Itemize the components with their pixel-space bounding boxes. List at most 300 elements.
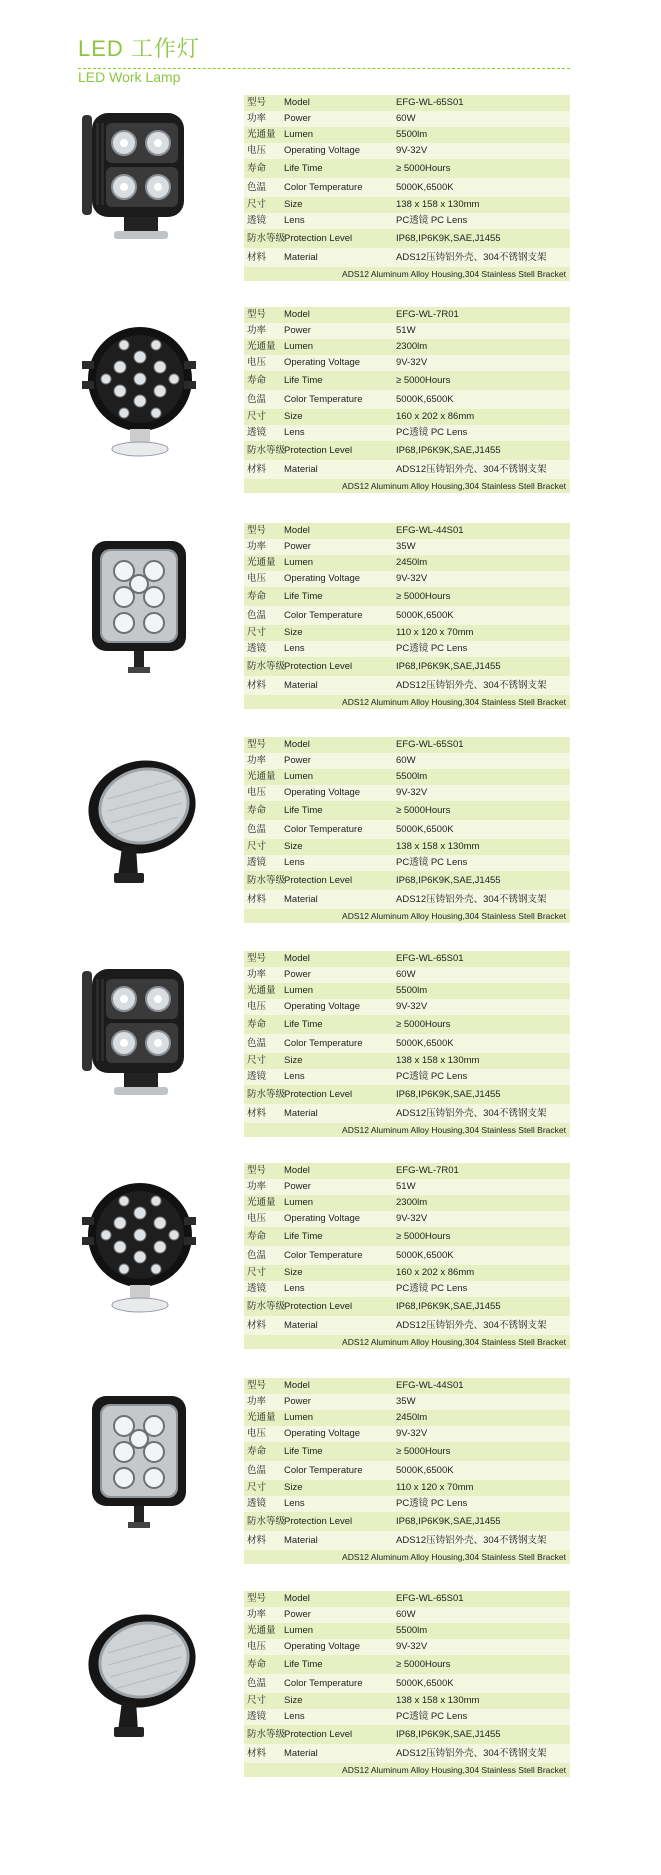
spec-label-cn: 尺寸 xyxy=(247,841,267,852)
spec-value: 160 x 202 x 86mm xyxy=(396,411,475,422)
spec-label-en: Lumen xyxy=(284,985,314,996)
spec-value: ADS12压铸铝外壳、304不锈钢支架 xyxy=(396,1320,547,1331)
spec-value: PC透镜 PC Lens xyxy=(396,1711,468,1722)
spec-label-cn: 材料 xyxy=(247,464,267,475)
spec-row-color-temp xyxy=(244,1034,570,1053)
spec-row-model xyxy=(244,1163,570,1179)
spec-table xyxy=(244,95,570,281)
spec-label-cn: 电压 xyxy=(247,573,267,584)
spec-label-en: Lumen xyxy=(284,1412,314,1423)
spec-label-cn: 型号 xyxy=(247,953,267,964)
spec-label-en: Size xyxy=(284,1055,303,1066)
spec-value: IP68,IP6K9K,SAE,J1455 xyxy=(396,445,501,456)
spec-row-life xyxy=(244,371,570,390)
spec-row-power xyxy=(244,111,570,127)
spec-label-cn: 寿命 xyxy=(247,1659,267,1670)
spec-label-cn: 尺寸 xyxy=(247,1055,267,1066)
spec-value: 138 x 158 x 130mm xyxy=(396,1055,480,1066)
spec-value: IP68,IP6K9K,SAE,J1455 xyxy=(396,1089,501,1100)
spec-label-cn: 色温 xyxy=(247,1678,267,1689)
spec-value: IP68,IP6K9K,SAE,J1455 xyxy=(396,875,501,886)
spec-table xyxy=(244,1591,570,1777)
spec-row-color-temp xyxy=(244,390,570,409)
spec-label-en: Protection Level xyxy=(284,233,353,244)
spec-label-en: Material xyxy=(284,1748,318,1759)
spec-label-en: Power xyxy=(284,113,311,124)
spec-row-voltage xyxy=(244,1211,570,1227)
round-13-led-lamp-icon xyxy=(78,321,198,461)
spec-row-lumen xyxy=(244,983,570,999)
spec-table xyxy=(244,737,570,923)
spec-value: IP68,IP6K9K,SAE,J1455 xyxy=(396,1729,501,1740)
spec-row-life xyxy=(244,587,570,606)
spec-value: EFG-WL-65S01 xyxy=(396,739,464,750)
spec-value: EFG-WL-65S01 xyxy=(396,1593,464,1604)
spec-label-cn: 透镜 xyxy=(247,857,267,868)
spec-label-cn: 材料 xyxy=(247,1320,267,1331)
header-divider xyxy=(78,68,570,69)
spec-label-en: Lumen xyxy=(284,1625,314,1636)
spec-label-en: Operating Voltage xyxy=(284,357,361,368)
spec-label-cn: 寿命 xyxy=(247,1446,267,1457)
oval-lamp-icon xyxy=(78,751,198,891)
spec-row-power xyxy=(244,1607,570,1623)
spec-label-cn: 寿命 xyxy=(247,1019,267,1030)
spec-value: ADS12压铸铝外壳、304不锈钢支架 xyxy=(396,1535,547,1546)
spec-value: PC透镜 PC Lens xyxy=(396,1283,468,1294)
spec-row-power xyxy=(244,1394,570,1410)
spec-label-en: Operating Voltage xyxy=(284,1001,361,1012)
square-4-led-lamp-icon xyxy=(78,109,198,249)
spec-row-life xyxy=(244,159,570,178)
spec-label-en: Life Time xyxy=(284,163,323,174)
spec-table xyxy=(244,1163,570,1349)
spec-row-color-temp xyxy=(244,1674,570,1693)
spec-label-cn: 防水等级 xyxy=(247,445,286,456)
spec-value: PC透镜 PC Lens xyxy=(396,1498,468,1509)
spec-label-en: Operating Voltage xyxy=(284,787,361,798)
spec-row-size xyxy=(244,625,570,641)
spec-label-en: Lens xyxy=(284,1498,305,1509)
spec-value: PC透镜 PC Lens xyxy=(396,857,468,868)
page-header xyxy=(78,36,570,86)
spec-row-power xyxy=(244,323,570,339)
spec-label-cn: 光通量 xyxy=(247,771,276,782)
spec-label-cn: 功率 xyxy=(247,1396,267,1407)
spec-label-en: Lens xyxy=(284,1071,305,1082)
spec-label-en: Lumen xyxy=(284,1197,314,1208)
spec-row-lumen xyxy=(244,1623,570,1639)
spec-value: IP68,IP6K9K,SAE,J1455 xyxy=(396,233,501,244)
spec-row-life xyxy=(244,1015,570,1034)
spec-value: EFG-WL-7R01 xyxy=(396,1165,459,1176)
spec-row-size xyxy=(244,839,570,855)
product-block xyxy=(0,95,661,279)
spec-row-lens xyxy=(244,641,570,657)
spec-label-en: Power xyxy=(284,1609,311,1620)
spec-label-cn: 透镜 xyxy=(247,427,267,438)
product-block xyxy=(0,523,661,707)
spec-row-model xyxy=(244,307,570,323)
spec-row-lumen xyxy=(244,127,570,143)
spec-label-cn: 功率 xyxy=(247,113,267,124)
spec-value: 51W xyxy=(396,325,416,336)
spec-row-color-temp xyxy=(244,178,570,197)
spec-value: 5000K,6500K xyxy=(396,182,454,193)
spec-label-en: Operating Voltage xyxy=(284,1213,361,1224)
spec-value: 60W xyxy=(396,969,416,980)
spec-label-en: Protection Level xyxy=(284,1301,353,1312)
spec-label-cn: 光通量 xyxy=(247,1625,276,1636)
spec-value: 5000K,6500K xyxy=(396,1250,454,1261)
spec-row-protection xyxy=(244,1725,570,1744)
spec-label-en: Protection Level xyxy=(284,1729,353,1740)
spec-row-color-temp xyxy=(244,1461,570,1480)
spec-row-voltage xyxy=(244,571,570,587)
spec-row-protection xyxy=(244,657,570,676)
spec-row-lumen xyxy=(244,339,570,355)
spec-row-material xyxy=(244,890,570,909)
spec-label-cn: 材料 xyxy=(247,680,267,691)
spec-label-en: Lens xyxy=(284,215,305,226)
spec-row-material xyxy=(244,460,570,479)
spec-value: 2300lm xyxy=(396,1197,428,1208)
spec-row-size xyxy=(244,1693,570,1709)
spec-label-en: Lens xyxy=(284,1283,305,1294)
spec-row-model xyxy=(244,737,570,753)
spec-label-cn: 防水等级 xyxy=(247,1516,286,1527)
spec-label-en: Model xyxy=(284,525,310,536)
spec-label-en: Life Time xyxy=(284,375,323,386)
spec-label-en: Protection Level xyxy=(284,661,353,672)
spec-label-en: Color Temperature xyxy=(284,610,363,621)
spec-value: 9V-32V xyxy=(396,1428,428,1439)
spec-label-cn: 色温 xyxy=(247,1465,267,1476)
spec-row-protection xyxy=(244,441,570,460)
spec-row-material xyxy=(244,1531,570,1550)
spec-label-cn: 材料 xyxy=(247,1108,267,1119)
product-block xyxy=(0,307,661,491)
spec-value: 60W xyxy=(396,755,416,766)
spec-label-en: Life Time xyxy=(284,591,323,602)
spec-value: 9V-32V xyxy=(396,787,428,798)
spec-value: 60W xyxy=(396,113,416,124)
spec-label-cn: 尺寸 xyxy=(247,627,267,638)
spec-label-en: Material xyxy=(284,1320,318,1331)
spec-table xyxy=(244,523,570,709)
spec-label-en: Power xyxy=(284,969,311,980)
spec-label-en: Color Temperature xyxy=(284,824,363,835)
spec-label-en: Lumen xyxy=(284,771,314,782)
spec-label-cn: 电压 xyxy=(247,1213,267,1224)
spec-label-en: Power xyxy=(284,325,311,336)
spec-material-en: ADS12 Aluminum Alloy Housing,304 Stainless Stell Bracket xyxy=(244,695,570,709)
spec-label-cn: 防水等级 xyxy=(247,233,286,244)
spec-value: 110 x 120 x 70mm xyxy=(396,627,474,638)
square-7-led-lamp-icon xyxy=(78,1392,198,1532)
spec-label-cn: 寿命 xyxy=(247,591,267,602)
spec-row-lens xyxy=(244,855,570,871)
spec-value: 9V-32V xyxy=(396,357,428,368)
spec-value: PC透镜 PC Lens xyxy=(396,1071,468,1082)
spec-row-voltage xyxy=(244,1426,570,1442)
spec-value: 9V-32V xyxy=(396,1641,428,1652)
spec-label-en: Operating Voltage xyxy=(284,1428,361,1439)
spec-label-cn: 防水等级 xyxy=(247,661,286,672)
spec-value: 5500lm xyxy=(396,771,428,782)
spec-material-en: ADS12 Aluminum Alloy Housing,304 Stainless Stell Bracket xyxy=(244,1763,570,1777)
spec-label-cn: 色温 xyxy=(247,824,267,835)
spec-label-en: Material xyxy=(284,680,318,691)
product-block xyxy=(0,1378,661,1562)
spec-label-cn: 材料 xyxy=(247,1535,267,1546)
spec-row-lens xyxy=(244,1496,570,1512)
spec-label-cn: 寿命 xyxy=(247,805,267,816)
page-title: LED 工作灯 xyxy=(78,36,200,61)
spec-row-color-temp xyxy=(244,1246,570,1265)
spec-row-material xyxy=(244,676,570,695)
spec-label-en: Lumen xyxy=(284,557,314,568)
product-block xyxy=(0,737,661,921)
spec-label-cn: 透镜 xyxy=(247,1498,267,1509)
spec-label-en: Operating Voltage xyxy=(284,1641,361,1652)
spec-label-en: Model xyxy=(284,739,310,750)
spec-label-en: Protection Level xyxy=(284,1089,353,1100)
spec-row-protection xyxy=(244,1297,570,1316)
spec-row-size xyxy=(244,1480,570,1496)
spec-label-en: Color Temperature xyxy=(284,1250,363,1261)
round-13-led-lamp-icon xyxy=(78,1177,198,1317)
spec-label-en: Color Temperature xyxy=(284,182,363,193)
spec-material-en: ADS12 Aluminum Alloy Housing,304 Stainless Stell Bracket xyxy=(244,909,570,923)
spec-row-lumen xyxy=(244,769,570,785)
spec-row-model xyxy=(244,1378,570,1394)
product-block xyxy=(0,951,661,1135)
spec-row-color-temp xyxy=(244,606,570,625)
spec-label-cn: 材料 xyxy=(247,894,267,905)
spec-label-cn: 光通量 xyxy=(247,1197,276,1208)
spec-material-en: ADS12 Aluminum Alloy Housing,304 Stainless Stell Bracket xyxy=(244,1123,570,1137)
spec-row-size xyxy=(244,1265,570,1281)
page-subtitle: LED Work Lamp xyxy=(78,69,181,85)
spec-label-cn: 尺寸 xyxy=(247,1482,267,1493)
spec-label-cn: 电压 xyxy=(247,357,267,368)
square-7-led-lamp-icon xyxy=(78,537,198,677)
spec-label-cn: 寿命 xyxy=(247,375,267,386)
spec-label-cn: 色温 xyxy=(247,182,267,193)
spec-value: ≥ 5000Hours xyxy=(396,591,451,602)
spec-value: 2450lm xyxy=(396,1412,428,1423)
spec-value: EFG-WL-44S01 xyxy=(396,1380,464,1391)
spec-label-en: Life Time xyxy=(284,1446,323,1457)
spec-label-en: Model xyxy=(284,97,310,108)
spec-label-cn: 型号 xyxy=(247,1593,267,1604)
spec-label-en: Lens xyxy=(284,643,305,654)
spec-row-model xyxy=(244,1591,570,1607)
spec-value: 2450lm xyxy=(396,557,428,568)
spec-label-cn: 功率 xyxy=(247,541,267,552)
spec-value: 2300lm xyxy=(396,341,428,352)
spec-label-cn: 色温 xyxy=(247,1250,267,1261)
spec-label-cn: 功率 xyxy=(247,755,267,766)
spec-label-cn: 寿命 xyxy=(247,1231,267,1242)
spec-label-cn: 防水等级 xyxy=(247,1089,286,1100)
spec-row-protection xyxy=(244,1512,570,1531)
spec-label-en: Lens xyxy=(284,427,305,438)
spec-label-cn: 功率 xyxy=(247,1609,267,1620)
spec-label-en: Size xyxy=(284,1482,303,1493)
product-block xyxy=(0,1163,661,1347)
spec-label-en: Power xyxy=(284,755,311,766)
spec-label-en: Protection Level xyxy=(284,445,353,456)
spec-value: PC透镜 PC Lens xyxy=(396,643,468,654)
spec-label-cn: 材料 xyxy=(247,1748,267,1759)
spec-table xyxy=(244,1378,570,1564)
spec-label-en: Lumen xyxy=(284,129,314,140)
spec-label-en: Material xyxy=(284,1108,318,1119)
spec-label-en: Size xyxy=(284,199,303,210)
spec-label-cn: 尺寸 xyxy=(247,411,267,422)
spec-label-cn: 防水等级 xyxy=(247,875,286,886)
spec-row-lumen xyxy=(244,1410,570,1426)
spec-label-cn: 透镜 xyxy=(247,643,267,654)
spec-label-cn: 透镜 xyxy=(247,215,267,226)
spec-value: 160 x 202 x 86mm xyxy=(396,1267,475,1278)
spec-row-power xyxy=(244,967,570,983)
spec-value: 5000K,6500K xyxy=(396,1038,454,1049)
spec-row-material xyxy=(244,1104,570,1123)
spec-value: EFG-WL-44S01 xyxy=(396,525,464,536)
spec-value: 9V-32V xyxy=(396,1213,428,1224)
spec-row-protection xyxy=(244,1085,570,1104)
spec-row-lens xyxy=(244,1709,570,1725)
spec-label-en: Power xyxy=(284,1181,311,1192)
spec-label-en: Operating Voltage xyxy=(284,573,361,584)
spec-value: 5000K,6500K xyxy=(396,1678,454,1689)
spec-row-voltage xyxy=(244,143,570,159)
spec-label-cn: 材料 xyxy=(247,252,267,263)
spec-label-en: Operating Voltage xyxy=(284,145,361,156)
spec-value: 5500lm xyxy=(396,1625,428,1636)
spec-label-en: Model xyxy=(284,1380,310,1391)
spec-value: ≥ 5000Hours xyxy=(396,375,451,386)
spec-label-en: Model xyxy=(284,1165,310,1176)
spec-label-en: Size xyxy=(284,627,303,638)
spec-row-material xyxy=(244,1744,570,1763)
spec-row-lens xyxy=(244,213,570,229)
spec-label-cn: 防水等级 xyxy=(247,1729,286,1740)
spec-label-en: Size xyxy=(284,411,303,422)
spec-value: IP68,IP6K9K,SAE,J1455 xyxy=(396,1516,501,1527)
spec-label-cn: 电压 xyxy=(247,787,267,798)
spec-label-en: Lens xyxy=(284,857,305,868)
spec-label-cn: 型号 xyxy=(247,1165,267,1176)
spec-value: IP68,IP6K9K,SAE,J1455 xyxy=(396,1301,501,1312)
spec-table xyxy=(244,307,570,493)
spec-row-model xyxy=(244,951,570,967)
spec-value: ≥ 5000Hours xyxy=(396,1659,451,1670)
spec-label-cn: 光通量 xyxy=(247,341,276,352)
spec-label-en: Material xyxy=(284,464,318,475)
spec-value: ≥ 5000Hours xyxy=(396,1231,451,1242)
spec-row-size xyxy=(244,197,570,213)
spec-label-cn: 电压 xyxy=(247,1641,267,1652)
spec-material-en: ADS12 Aluminum Alloy Housing,304 Stainless Stell Bracket xyxy=(244,1335,570,1349)
spec-row-model xyxy=(244,523,570,539)
spec-value: 35W xyxy=(396,1396,416,1407)
spec-label-cn: 寿命 xyxy=(247,163,267,174)
spec-row-power xyxy=(244,753,570,769)
spec-value: EFG-WL-7R01 xyxy=(396,309,459,320)
spec-label-en: Life Time xyxy=(284,1019,323,1030)
spec-label-en: Material xyxy=(284,1535,318,1546)
spec-material-en: ADS12 Aluminum Alloy Housing,304 Stainless Stell Bracket xyxy=(244,267,570,281)
spec-table xyxy=(244,951,570,1137)
spec-label-en: Color Temperature xyxy=(284,1678,363,1689)
spec-label-en: Size xyxy=(284,1267,303,1278)
spec-row-protection xyxy=(244,229,570,248)
spec-value: ADS12压铸铝外壳、304不锈钢支架 xyxy=(396,1748,547,1759)
spec-row-size xyxy=(244,409,570,425)
spec-row-lens xyxy=(244,1281,570,1297)
spec-label-cn: 电压 xyxy=(247,145,267,156)
square-4-led-lamp-icon xyxy=(78,965,198,1105)
spec-row-power xyxy=(244,1179,570,1195)
spec-label-cn: 透镜 xyxy=(247,1711,267,1722)
spec-label-cn: 色温 xyxy=(247,1038,267,1049)
spec-label-cn: 防水等级 xyxy=(247,1301,286,1312)
spec-value: ≥ 5000Hours xyxy=(396,1446,451,1457)
spec-value: 5000K,6500K xyxy=(396,824,454,835)
spec-label-en: Protection Level xyxy=(284,875,353,886)
spec-label-cn: 尺寸 xyxy=(247,199,267,210)
spec-row-color-temp xyxy=(244,820,570,839)
spec-row-voltage xyxy=(244,1639,570,1655)
spec-label-cn: 光通量 xyxy=(247,129,276,140)
spec-row-life xyxy=(244,1442,570,1461)
spec-row-lumen xyxy=(244,1195,570,1211)
spec-row-material xyxy=(244,1316,570,1335)
spec-label-en: Lens xyxy=(284,1711,305,1722)
spec-row-life xyxy=(244,1655,570,1674)
spec-value: ≥ 5000Hours xyxy=(396,805,451,816)
spec-row-material xyxy=(244,248,570,267)
spec-value: EFG-WL-65S01 xyxy=(396,953,464,964)
spec-row-model xyxy=(244,95,570,111)
spec-row-voltage xyxy=(244,999,570,1015)
spec-label-cn: 功率 xyxy=(247,969,267,980)
spec-value: 138 x 158 x 130mm xyxy=(396,1695,480,1706)
spec-label-cn: 光通量 xyxy=(247,557,276,568)
spec-label-en: Power xyxy=(284,1396,311,1407)
spec-material-en: ADS12 Aluminum Alloy Housing,304 Stainless Stell Bracket xyxy=(244,479,570,493)
spec-label-en: Material xyxy=(284,252,318,263)
spec-value: 9V-32V xyxy=(396,573,428,584)
spec-value: 138 x 158 x 130mm xyxy=(396,199,480,210)
spec-value: 110 x 120 x 70mm xyxy=(396,1482,474,1493)
spec-row-protection xyxy=(244,871,570,890)
spec-value: IP68,IP6K9K,SAE,J1455 xyxy=(396,661,501,672)
spec-label-en: Protection Level xyxy=(284,1516,353,1527)
spec-value: PC透镜 PC Lens xyxy=(396,215,468,226)
spec-label-cn: 光通量 xyxy=(247,1412,276,1423)
oval-lamp-icon xyxy=(78,1605,198,1745)
spec-row-life xyxy=(244,1227,570,1246)
spec-label-en: Model xyxy=(284,1593,310,1604)
spec-row-lumen xyxy=(244,555,570,571)
spec-row-life xyxy=(244,801,570,820)
spec-value: EFG-WL-65S01 xyxy=(396,97,464,108)
